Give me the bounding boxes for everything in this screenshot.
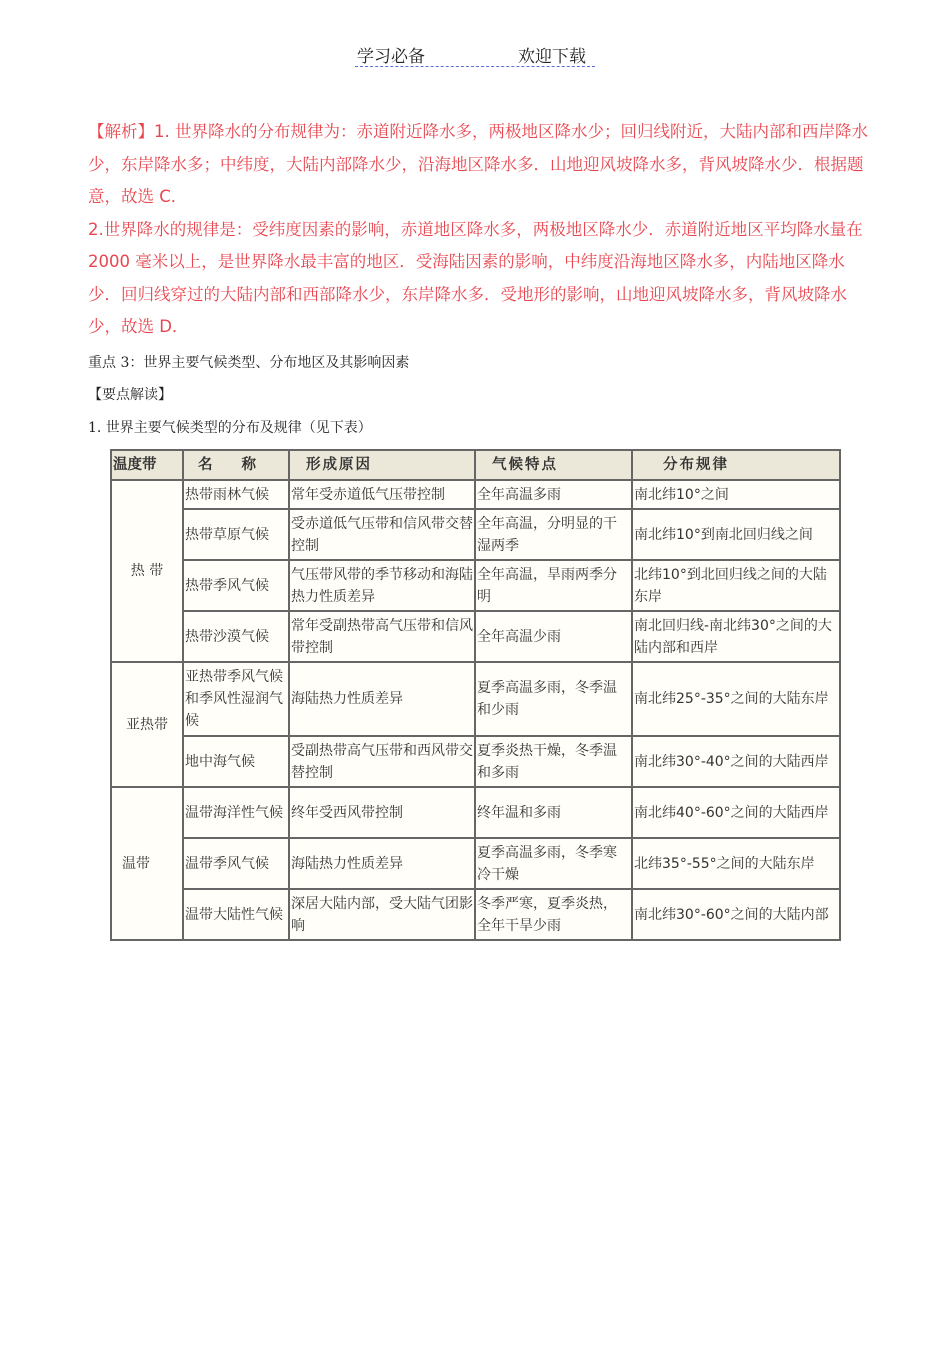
- climate-feature: 全年高温，分明显的干湿两季: [475, 509, 632, 560]
- climate-feature: 全年高温，旱雨两季分明: [475, 560, 632, 611]
- climate-feature: 终年温和多雨: [475, 787, 632, 838]
- climate-cause: 终年受西风带控制: [289, 787, 475, 838]
- analysis-paragraph-2: 2.世界降水的规律是：受纬度因素的影响，赤道地区降水多，两极地区降水少．赤道附近地区平均降水量在 2000 毫米以上，是世界降水最丰富的地区．受海陆因素的影响，中纬度沿海地区降水多，内陆地区降水少．回归线穿过的大陆内部和西部降水少，东岸降水多．受地形的影响，山地迎风坡降水多，背风坡降水少，故选 D．: [88, 219, 863, 336]
- climate-distribution: 北纬10°到北回归线之间的大陆东岸: [632, 560, 840, 611]
- header-feature: 气候特点: [475, 450, 632, 480]
- table-row: [111, 560, 840, 611]
- climate-cause: 常年受副热带高气压带和信风带控制: [289, 611, 475, 662]
- header-cause: 形成原因: [289, 450, 475, 480]
- climate-name: 地中海气候: [183, 736, 289, 787]
- header-zone: 温度带: [111, 450, 183, 480]
- table-row: [111, 480, 840, 509]
- header-distribution: 分布规律: [632, 450, 840, 480]
- climate-distribution: 南北纬40°-60°之间的大陆西岸: [632, 787, 840, 838]
- climate-distribution: 南北纬30°-60°之间的大陆内部: [632, 889, 840, 940]
- climate-name: 温带季风气候: [183, 838, 289, 889]
- section-item-1: 1. 世界主要气候类型的分布及规律（见下表）: [88, 420, 372, 436]
- climate-cause: 深居大陆内部，受大陆气团影响: [289, 889, 475, 940]
- climate-table: [110, 449, 841, 941]
- climate-name: 热带雨林气候: [183, 480, 289, 509]
- climate-name: 温带大陆性气候: [183, 889, 289, 940]
- climate-distribution: 南北纬30°-40°之间的大陆西岸: [632, 736, 840, 787]
- zone-temperate: 温带: [111, 787, 183, 940]
- climate-feature: 夏季炎热干燥，冬季温和多雨: [475, 736, 632, 787]
- table-header-row: [111, 450, 840, 480]
- table-row: [111, 736, 840, 787]
- climate-feature: 夏季高温多雨，冬季寒冷干燥: [475, 838, 632, 889]
- climate-cause: 海陆热力性质差异: [289, 838, 475, 889]
- table-row: [111, 662, 840, 736]
- header-left-text: 学习必备: [357, 47, 425, 67]
- climate-name: 亚热带季风气候和季风性湿润气候: [183, 662, 289, 736]
- analysis-paragraph-1: 【解析】1. 世界降水的分布规律为：赤道附近降水多，两极地区降水少；回归线附近，大陆内部和西岸降水少，东岸降水多；中纬度，大陆内部降水少，沿海地区降水多．山地迎风坡降水多，背风坡降水少．根据题意，故选 C．: [88, 122, 868, 206]
- climate-name: 热带草原气候: [183, 509, 289, 560]
- table-row: [111, 889, 840, 940]
- section-heading: 重点 3：世界主要气候类型、分布地区及其影响因素: [88, 355, 410, 371]
- header-name: 名 称: [183, 450, 289, 480]
- climate-distribution: 南北纬25°-35°之间的大陆东岸: [632, 662, 840, 736]
- climate-name: 热带季风气候: [183, 560, 289, 611]
- climate-cause: 海陆热力性质差异: [289, 662, 475, 736]
- analysis-block: [88, 116, 873, 344]
- climate-distribution: 南北纬10°之间: [632, 480, 840, 509]
- climate-distribution: 北纬35°-55°之间的大陆东岸: [632, 838, 840, 889]
- climate-feature: 夏季高温多雨，冬季温和少雨: [475, 662, 632, 736]
- climate-distribution: 南北回归线-南北纬30°之间的大陆内部和西岸: [632, 611, 840, 662]
- zone-tropical: 热 带: [111, 480, 183, 662]
- table-row: [111, 509, 840, 560]
- climate-cause: 气压带风带的季节移动和海陆热力性质差异: [289, 560, 475, 611]
- page-header: [355, 42, 595, 67]
- climate-feature: 全年高温多雨: [475, 480, 632, 509]
- climate-feature: 冬季严寒，夏季炎热，全年干旱少雨: [475, 889, 632, 940]
- climate-cause: 受赤道低气压带和信风带交替控制: [289, 509, 475, 560]
- climate-cause: 受副热带高气压带和西风带交替控制: [289, 736, 475, 787]
- climate-name: 热带沙漠气候: [183, 611, 289, 662]
- climate-feature: 全年高温少雨: [475, 611, 632, 662]
- section-subheading: 【要点解读】: [88, 387, 172, 403]
- climate-distribution: 南北纬10°到南北回归线之间: [632, 509, 840, 560]
- header-right-text: 欢迎下载: [518, 47, 586, 67]
- zone-subtropical: 亚热带: [111, 662, 183, 787]
- table-row: [111, 838, 840, 889]
- climate-cause: 常年受赤道低气压带控制: [289, 480, 475, 509]
- table-row: [111, 611, 840, 662]
- climate-name: 温带海洋性气候: [183, 787, 289, 838]
- table-row: [111, 787, 840, 838]
